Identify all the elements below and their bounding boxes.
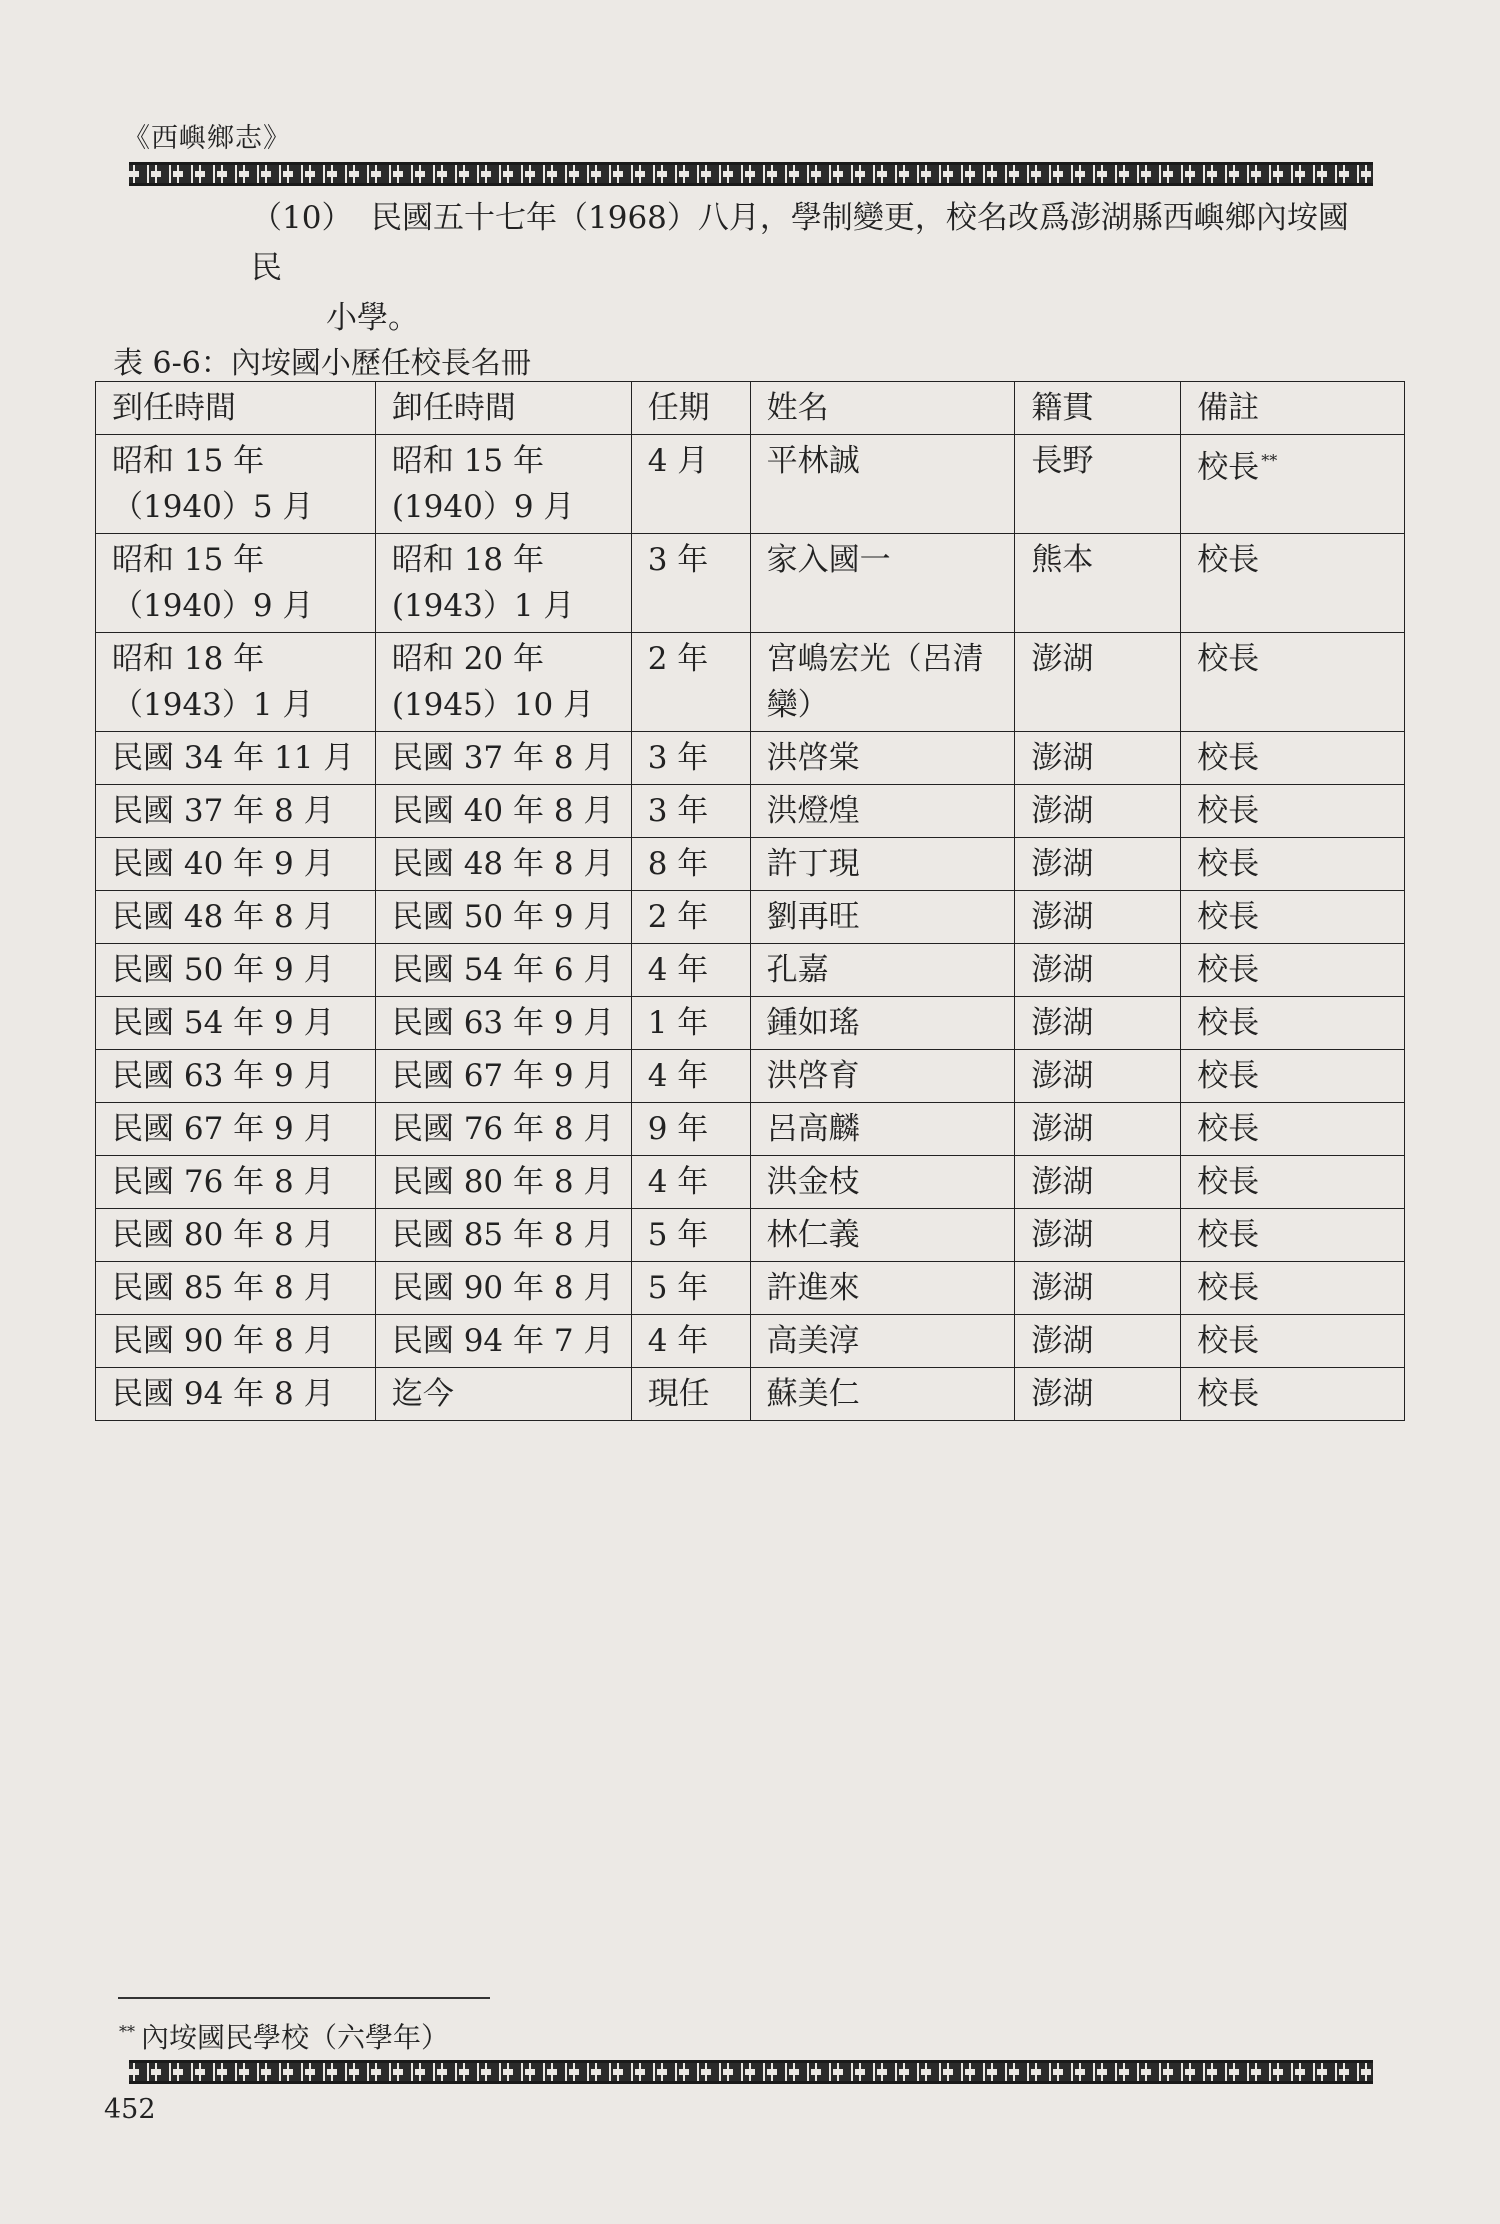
cell-text: 民國 40 年 8 月 xyxy=(391,793,615,829)
table-row xyxy=(96,1315,1405,1368)
cell-text: 2 年 xyxy=(647,899,709,935)
cell-text: 家入國一 xyxy=(766,542,891,578)
header-cell: 卸任時間 xyxy=(375,382,631,435)
table-cell xyxy=(1181,997,1405,1050)
table-cell xyxy=(750,633,1015,732)
table-cell xyxy=(1181,785,1405,838)
cell-text: 4 年 xyxy=(647,1323,709,1359)
table-cell xyxy=(631,785,750,838)
cell-text: 民國 80 年 8 月 xyxy=(391,1164,615,1200)
cell-text: 熊本 xyxy=(1031,542,1094,578)
table-cell xyxy=(1181,944,1405,997)
table-cell xyxy=(375,1209,631,1262)
header-cell: 籍貫 xyxy=(1015,382,1181,435)
table-cell xyxy=(1015,1156,1181,1209)
cell-text: 澎湖 xyxy=(1031,1058,1094,1094)
cell-text: 校長 xyxy=(1197,1111,1260,1147)
page-number: 452 xyxy=(104,2094,156,2125)
table-cell xyxy=(1181,1050,1405,1103)
table-cell xyxy=(1181,1156,1405,1209)
cell-text: 澎湖 xyxy=(1031,1376,1094,1412)
table-cell xyxy=(96,732,376,785)
table-row xyxy=(96,891,1405,944)
table-caption: 表 6-6：內垵國小歷任校長名冊 xyxy=(113,346,531,381)
table-cell xyxy=(750,732,1015,785)
cell-text: 昭和 18 年（1943）1 月 xyxy=(112,641,314,723)
table-cell xyxy=(96,435,376,534)
table-cell xyxy=(375,1262,631,1315)
table-cell xyxy=(750,534,1015,633)
table-cell xyxy=(1181,732,1405,785)
header-cell: 備註 xyxy=(1181,382,1405,435)
cell-text: 3 年 xyxy=(647,740,709,776)
table-row xyxy=(96,1209,1405,1262)
table-cell xyxy=(1015,838,1181,891)
top-ornament-band xyxy=(129,162,1373,186)
list-item-10 xyxy=(251,193,1371,343)
cell-text: 校長 xyxy=(1197,1323,1260,1359)
table-cell xyxy=(750,997,1015,1050)
table-cell xyxy=(375,435,631,534)
table-cell xyxy=(1015,534,1181,633)
cell-text: 民國 90 年 8 月 xyxy=(391,1270,615,1306)
cell-text: 澎湖 xyxy=(1031,793,1094,829)
cell-text: 校長 xyxy=(1197,1270,1260,1306)
table-cell xyxy=(375,1315,631,1368)
table-cell xyxy=(631,891,750,944)
table-cell xyxy=(375,891,631,944)
table-cell xyxy=(750,1103,1015,1156)
table-row xyxy=(96,997,1405,1050)
table-cell xyxy=(631,838,750,891)
cell-text: 8 年 xyxy=(647,846,709,882)
table-cell xyxy=(631,435,750,534)
cell-text: 校長 xyxy=(1197,1217,1260,1253)
cell-text: 民國 94 年 7 月 xyxy=(391,1323,615,1359)
cell-text: 校長 xyxy=(1197,542,1260,578)
table-cell xyxy=(375,1368,631,1421)
table-row xyxy=(96,1156,1405,1209)
table-cell xyxy=(375,785,631,838)
table-row xyxy=(96,534,1405,633)
table-cell xyxy=(96,534,376,633)
table-row xyxy=(96,732,1405,785)
cell-text: 5 年 xyxy=(647,1217,709,1253)
table-cell xyxy=(1181,1368,1405,1421)
table-cell xyxy=(1181,1103,1405,1156)
cell-text: 現任 xyxy=(647,1376,710,1412)
table-cell xyxy=(375,997,631,1050)
cell-text: 洪啓育 xyxy=(766,1058,860,1094)
cell-text: 民國 40 年 9 月 xyxy=(112,846,335,882)
table-cell xyxy=(375,1103,631,1156)
cell-text: 民國 37 年 8 月 xyxy=(112,793,335,829)
cell-text: 洪燈煌 xyxy=(766,793,860,829)
table-cell xyxy=(631,997,750,1050)
table-cell xyxy=(375,732,631,785)
table-cell xyxy=(750,1262,1015,1315)
cell-text: 校長 xyxy=(1197,740,1260,776)
table-cell xyxy=(631,1315,750,1368)
cell-text: 5 年 xyxy=(647,1270,709,1306)
table-cell xyxy=(96,997,376,1050)
table-cell xyxy=(1181,838,1405,891)
table-cell xyxy=(375,633,631,732)
footnote xyxy=(119,2016,449,2056)
cell-text: 許進來 xyxy=(766,1270,860,1306)
cell-text: 民國 76 年 8 月 xyxy=(391,1111,615,1147)
table-row xyxy=(96,1103,1405,1156)
cell-text: 4 月 xyxy=(647,443,709,479)
cell-text: 民國 67 年 9 月 xyxy=(391,1058,615,1094)
table-row xyxy=(96,633,1405,732)
cell-text: 澎湖 xyxy=(1031,641,1094,677)
cell-text: 民國 85 年 8 月 xyxy=(391,1217,615,1253)
cell-text: 林仁義 xyxy=(766,1217,860,1253)
table-cell xyxy=(750,1315,1015,1368)
cell-text: 3 年 xyxy=(647,793,709,829)
table-cell xyxy=(96,1103,376,1156)
table-cell xyxy=(375,534,631,633)
cell-text: 2 年 xyxy=(647,641,709,677)
table-cell xyxy=(96,1156,376,1209)
table-cell xyxy=(1181,1209,1405,1262)
table-cell xyxy=(1015,1103,1181,1156)
cell-text: 長野 xyxy=(1031,443,1094,479)
cell-text: 迄今 xyxy=(391,1376,454,1412)
cell-text: 民國 54 年 9 月 xyxy=(112,1005,335,1041)
cell-text: 昭和 20 年(1945）10 月 xyxy=(391,641,595,723)
item-text-line2: 小學。 xyxy=(326,300,419,336)
cell-text: 民國 48 年 8 月 xyxy=(112,899,335,935)
table-cell xyxy=(631,1103,750,1156)
bottom-ornament-band xyxy=(129,2060,1373,2084)
cell-text: 校長 xyxy=(1197,846,1260,882)
cell-text: 洪金枝 xyxy=(766,1164,860,1200)
cell-text: 宮嶋宏光（呂清欒） xyxy=(766,641,984,723)
table-cell xyxy=(1015,732,1181,785)
table-cell xyxy=(1181,891,1405,944)
header-cell: 任期 xyxy=(631,382,750,435)
table-cell xyxy=(1181,435,1405,534)
cell-text: 校長 xyxy=(1197,1005,1260,1041)
cell-text: 民國 76 年 8 月 xyxy=(112,1164,335,1200)
cell-text: 蘇美仁 xyxy=(766,1376,860,1412)
cell-text: 民國 50 年 9 月 xyxy=(112,952,335,988)
table-cell xyxy=(631,1368,750,1421)
cell-text: 許丁現 xyxy=(766,846,860,882)
item-number: （10） xyxy=(251,200,353,236)
table-cell xyxy=(96,891,376,944)
cell-text: 澎湖 xyxy=(1031,1164,1094,1200)
table-cell xyxy=(96,838,376,891)
running-head: 《西嶼鄉志》 xyxy=(123,123,291,154)
table-cell xyxy=(631,1050,750,1103)
item-text-line1: 民國五十七年（1968）八月，學制變更，校名改爲澎湖縣西嶼鄉內垵國民 xyxy=(251,200,1349,286)
cell-text: 校長 xyxy=(1197,641,1260,677)
cell-text: 民國 67 年 9 月 xyxy=(112,1111,335,1147)
table-cell xyxy=(631,534,750,633)
cell-text: 昭和 15 年(1940）9 月 xyxy=(391,443,575,525)
cell-text: 校長 xyxy=(1197,1376,1260,1412)
table-cell xyxy=(750,1368,1015,1421)
cell-text: 澎湖 xyxy=(1031,1217,1094,1253)
cell-text: 校長 xyxy=(1197,952,1260,988)
footnote-text: 內垵國民學校（六學年） xyxy=(141,2021,450,2054)
table-row xyxy=(96,1050,1405,1103)
table-row xyxy=(96,1368,1405,1421)
table-cell xyxy=(1015,435,1181,534)
cell-text: 呂高麟 xyxy=(766,1111,860,1147)
cell-text: 澎湖 xyxy=(1031,740,1094,776)
principal-roster-table xyxy=(95,381,1405,1421)
cell-text: 昭和 15 年（1940）9 月 xyxy=(112,542,314,624)
table-cell xyxy=(96,1209,376,1262)
table-cell xyxy=(96,1050,376,1103)
table-cell xyxy=(750,838,1015,891)
cell-text: 澎湖 xyxy=(1031,952,1094,988)
table-row xyxy=(96,838,1405,891)
table-cell xyxy=(750,435,1015,534)
cell-text: 民國 54 年 6 月 xyxy=(391,952,615,988)
cell-text: 平林誠 xyxy=(766,443,860,479)
footnote-mark: ** xyxy=(119,2021,135,2041)
cell-text: 校長 xyxy=(1197,899,1260,935)
table-row xyxy=(96,435,1405,534)
cell-text: 高美淳 xyxy=(766,1323,860,1359)
cell-text: 鍾如瑤 xyxy=(766,1005,860,1041)
cell-text: 校長 xyxy=(1197,1058,1260,1094)
table-cell xyxy=(96,633,376,732)
table-cell xyxy=(1181,1262,1405,1315)
table-cell xyxy=(1181,633,1405,732)
header-cell: 姓名 xyxy=(750,382,1015,435)
cell-text: 昭和 15 年（1940）5 月 xyxy=(112,443,314,525)
table-cell xyxy=(631,1209,750,1262)
table-cell xyxy=(1015,944,1181,997)
cell-text: 9 年 xyxy=(647,1111,709,1147)
header-cell: 到任時間 xyxy=(96,382,376,435)
table-cell xyxy=(750,1156,1015,1209)
cell-text: 民國 90 年 8 月 xyxy=(112,1323,335,1359)
table-cell xyxy=(1015,1209,1181,1262)
table-cell xyxy=(631,1262,750,1315)
cell-text: 民國 50 年 9 月 xyxy=(391,899,615,935)
table-cell xyxy=(1015,1315,1181,1368)
table-cell xyxy=(631,944,750,997)
table-cell xyxy=(1015,1368,1181,1421)
cell-text: 民國 85 年 8 月 xyxy=(112,1270,335,1306)
table-cell xyxy=(750,1050,1015,1103)
table-cell xyxy=(631,732,750,785)
table-cell xyxy=(1015,785,1181,838)
table-row xyxy=(96,1262,1405,1315)
cell-text: 民國 94 年 8 月 xyxy=(112,1376,335,1412)
cell-text: 澎湖 xyxy=(1031,846,1094,882)
cell-text: 澎湖 xyxy=(1031,1111,1094,1147)
table-cell xyxy=(1181,1315,1405,1368)
table-row xyxy=(96,944,1405,997)
cell-text: 澎湖 xyxy=(1031,1005,1094,1041)
table-cell xyxy=(631,633,750,732)
table-cell xyxy=(750,785,1015,838)
table-cell xyxy=(375,1156,631,1209)
cell-text: 澎湖 xyxy=(1031,899,1094,935)
cell-text: 民國 48 年 8 月 xyxy=(391,846,615,882)
cell-text: 民國 63 年 9 月 xyxy=(112,1058,335,1094)
table-cell xyxy=(375,944,631,997)
table-cell xyxy=(96,1262,376,1315)
cell-text: 1 年 xyxy=(647,1005,709,1041)
table-cell xyxy=(750,891,1015,944)
table-cell xyxy=(96,1315,376,1368)
table-cell xyxy=(750,944,1015,997)
table-header-row xyxy=(96,382,1405,435)
cell-text: 4 年 xyxy=(647,1164,709,1200)
cell-text: 校長 xyxy=(1197,449,1260,486)
cell-text: 4 年 xyxy=(647,1058,709,1094)
table-cell xyxy=(96,785,376,838)
table-cell xyxy=(1015,1050,1181,1103)
table-cell xyxy=(1015,891,1181,944)
table-row xyxy=(96,785,1405,838)
cell-text: 校長 xyxy=(1197,793,1260,829)
table-cell xyxy=(375,1050,631,1103)
cell-text: 民國 63 年 9 月 xyxy=(391,1005,615,1041)
cell-text: 孔嘉 xyxy=(766,952,829,988)
cell-text: 民國 37 年 8 月 xyxy=(391,740,615,776)
footnote-reference: ** xyxy=(1261,451,1278,470)
cell-text: 3 年 xyxy=(647,542,709,578)
cell-text: 洪啓棠 xyxy=(766,740,860,776)
footnote-rule xyxy=(118,1997,490,1999)
table-cell xyxy=(631,1156,750,1209)
table-cell xyxy=(1015,1262,1181,1315)
cell-text: 4 年 xyxy=(647,952,709,988)
cell-text: 澎湖 xyxy=(1031,1323,1094,1359)
cell-text: 劉再旺 xyxy=(766,899,860,935)
cell-text: 民國 80 年 8 月 xyxy=(112,1217,335,1253)
table-cell xyxy=(375,838,631,891)
table-cell xyxy=(96,1368,376,1421)
cell-text: 民國 34 年 11 月 xyxy=(112,740,355,776)
table-cell xyxy=(1015,633,1181,732)
cell-text: 澎湖 xyxy=(1031,1270,1094,1306)
table-cell xyxy=(1181,534,1405,633)
cell-text: 校長 xyxy=(1197,1164,1260,1200)
table-cell xyxy=(1015,997,1181,1050)
table-cell xyxy=(96,944,376,997)
cell-text: 昭和 18 年(1943）1 月 xyxy=(391,542,575,624)
table-cell xyxy=(750,1209,1015,1262)
